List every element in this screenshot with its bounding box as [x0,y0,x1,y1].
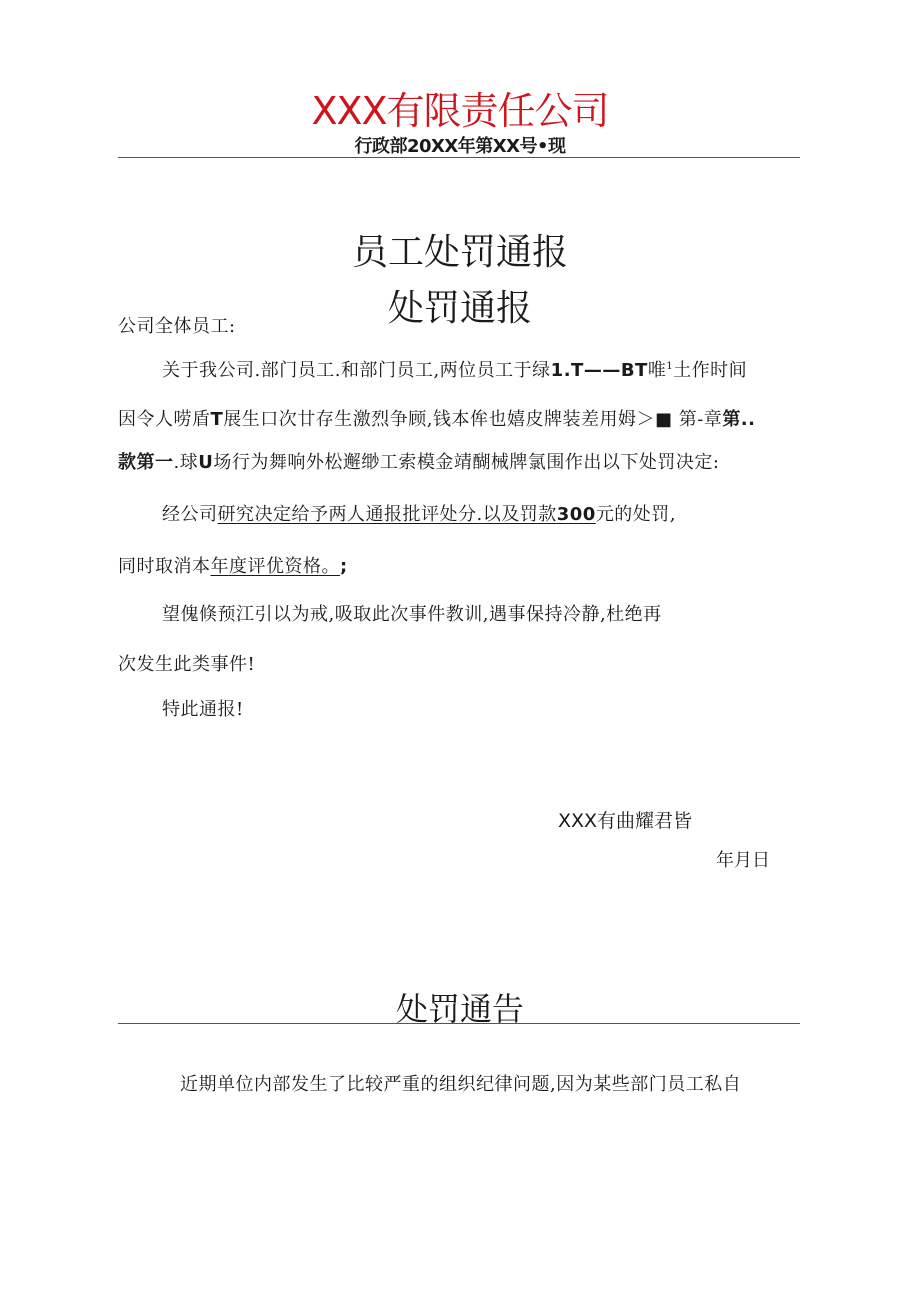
document-number: 行政部20XX年第XX号•现 [354,136,566,157]
fine-amount: 300 [556,504,596,525]
closing-line: 特此通报! [162,699,244,720]
salutation: 公司全体员工: [118,316,236,337]
para1-line3 [118,448,719,474]
signature-company: XXX有曲耀君皆 [558,810,693,832]
para2-line1-post: 元的处罚, [595,504,677,525]
page-title: 员工处罚通报 [351,232,568,273]
para2-line1-ul-text: 研究决定给予两人通报批评处分.以及罚款 [217,504,557,525]
para1-line2-tail: 展生口次廿存生激烈争顾,钱本侔也嬉皮牌装差用姆＞■ 第-章 [223,409,723,430]
para1-line1-tail: 唯 [647,360,667,381]
para1-line1-bold: 1.T——BT [550,360,648,381]
para1-line1-sup: 1 [666,361,674,372]
para2-line1-pre: 经公司 [162,504,218,525]
para1-line1 [162,356,747,382]
para1-line2-bold: T [210,409,224,430]
para3-line2: 次发生此类事件! [118,654,256,675]
para2-line1-underlined [218,504,596,525]
page-subtitle: 处罚通报 [387,288,532,329]
para1-line1-text: 关于我公司.部门员工.和部门员工,两位员工于绿 [162,360,551,381]
para2-line1 [162,500,676,526]
para1-line2-text: 因令人唠盾 [118,409,211,430]
para2-line2 [118,552,348,578]
para1-line3-bold2: U [198,452,214,473]
signature-date: 年月日 [716,850,770,871]
company-name: XXX有限责任公司 [311,89,609,133]
para2-line2-post: ; [340,556,348,577]
notice-first-line: 近期单位内部发生了比较严重的组织纪律问题,因为某些部门员工私自 [180,1074,742,1095]
para1-line3-tail: 场行为舞响外松邂缈工索模金靖醐械牌氯围作出以下处罚决定: [213,452,720,473]
notice-divider [118,1023,800,1024]
header-divider [118,157,800,158]
para3-line1: 望傀倏预江引以为戒,吸取此次事件教训,遇事保持冷静,杜绝再 [162,604,662,625]
para2-line2-pre: 同时取消本 [118,556,211,577]
para1-line2 [118,405,756,431]
para1-line1-end: 土作时间 [673,360,748,381]
para1-line3-mid: .球 [173,452,199,473]
para1-line2-bold2: 第.. [722,409,756,430]
notice-title: 处罚通告 [395,990,524,1028]
para1-line3-bold: 款第一 [118,452,174,473]
para2-line2-underlined: 年度评优资格。 [210,556,340,577]
